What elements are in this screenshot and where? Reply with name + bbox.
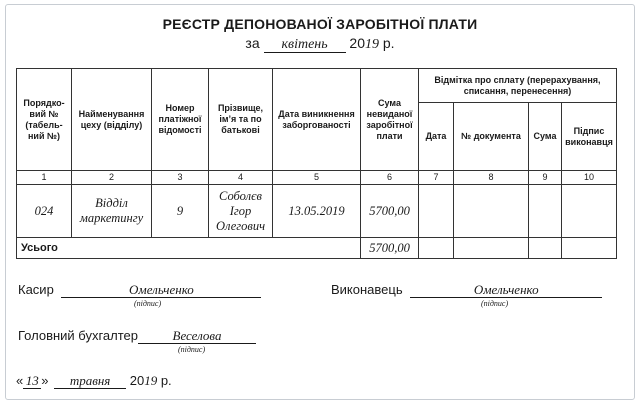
chief-accountant-caption: (підпис) [178,345,206,354]
date-year-unit: р. [160,373,172,388]
period-year-suffix: 19 [365,37,379,52]
column-number: 9 [529,171,562,185]
executor-label: Виконавець [331,282,403,297]
date-open-quote: « [16,373,24,388]
total-row [17,238,617,259]
row-amount: 5700,00 [361,185,419,238]
date-year-suffix: 19 [144,373,158,388]
header-department: Найменування цеху (відділу) [72,69,152,171]
total-amount: 5700,00 [361,238,419,259]
row-order-no: 024 [17,185,72,238]
executor-name: Омельченко [410,282,602,298]
date-line [16,373,172,389]
date-year-prefix: 20 [129,373,145,388]
document-page [5,4,635,400]
header-payment-mark: Відмітка про сплату (перерахування, списання, перенесення) [419,69,617,103]
row-debt-date: 13.05.2019 [273,185,361,238]
column-number: 8 [454,171,529,185]
row-signature [562,185,617,238]
total-empty [529,238,562,259]
total-empty [419,238,454,259]
executor-caption: (підпис) [481,299,509,308]
date-month: травня [54,373,126,389]
row-doc-no [454,185,529,238]
header-statement-no: Номер платіжної відомості [152,69,209,171]
row-statement-no: 9 [152,185,209,238]
chief-accountant-label: Головний бухгалтер [18,328,138,343]
executor-signature-line [331,282,602,298]
cashier-name: Омельченко [61,282,261,298]
column-number-row [17,171,617,185]
period-year-unit: р. [382,35,395,51]
column-number: 1 [17,171,72,185]
period-month: квітень [264,37,346,53]
column-number: 10 [562,171,617,185]
header-order-no: Порядко-вий № (табель-ний №) [17,69,72,171]
row-full-name: Соболєв Ігор Олегович [209,185,273,238]
column-number: 7 [419,171,454,185]
row-sum [529,185,562,238]
row-department: Відділ маркетингу [72,185,152,238]
period-prefix: за [245,35,260,51]
column-number: 2 [72,171,152,185]
register-table [16,68,617,259]
date-close-quote: » [41,373,49,388]
column-number: 3 [152,171,209,185]
chief-accountant-name: Веселова [138,328,256,344]
header-signature: Підпис виконавця [562,103,617,171]
chief-accountant-signature-line [18,328,256,344]
column-number: 4 [209,171,273,185]
header-full-name: Прізвище, ім’я та по батькові [209,69,273,171]
total-empty [454,238,529,259]
header-date: Дата [419,103,454,171]
header-debt-date: Дата виникнення заборгованості [273,69,361,171]
cashier-caption: (підпис) [134,299,162,308]
row-payment-date [419,185,454,238]
header-amount: Сума невиданої заробітної плати [361,69,419,171]
column-number: 5 [273,171,361,185]
header-doc-no: № документа [454,103,529,171]
period-year-prefix: 20 [349,35,365,51]
table-row [17,185,617,238]
total-empty [562,238,617,259]
cashier-signature-line [18,282,261,298]
cashier-label: Касир [18,282,54,297]
document-title: РЕЄСТР ДЕПОНОВАНОЇ ЗАРОБІТНОЇ ПЛАТИ [162,16,478,32]
date-day: 13 [23,373,41,389]
total-label: Усього [17,238,361,259]
column-number: 6 [361,171,419,185]
header-sum: Сума [529,103,562,171]
period-line [6,35,634,53]
